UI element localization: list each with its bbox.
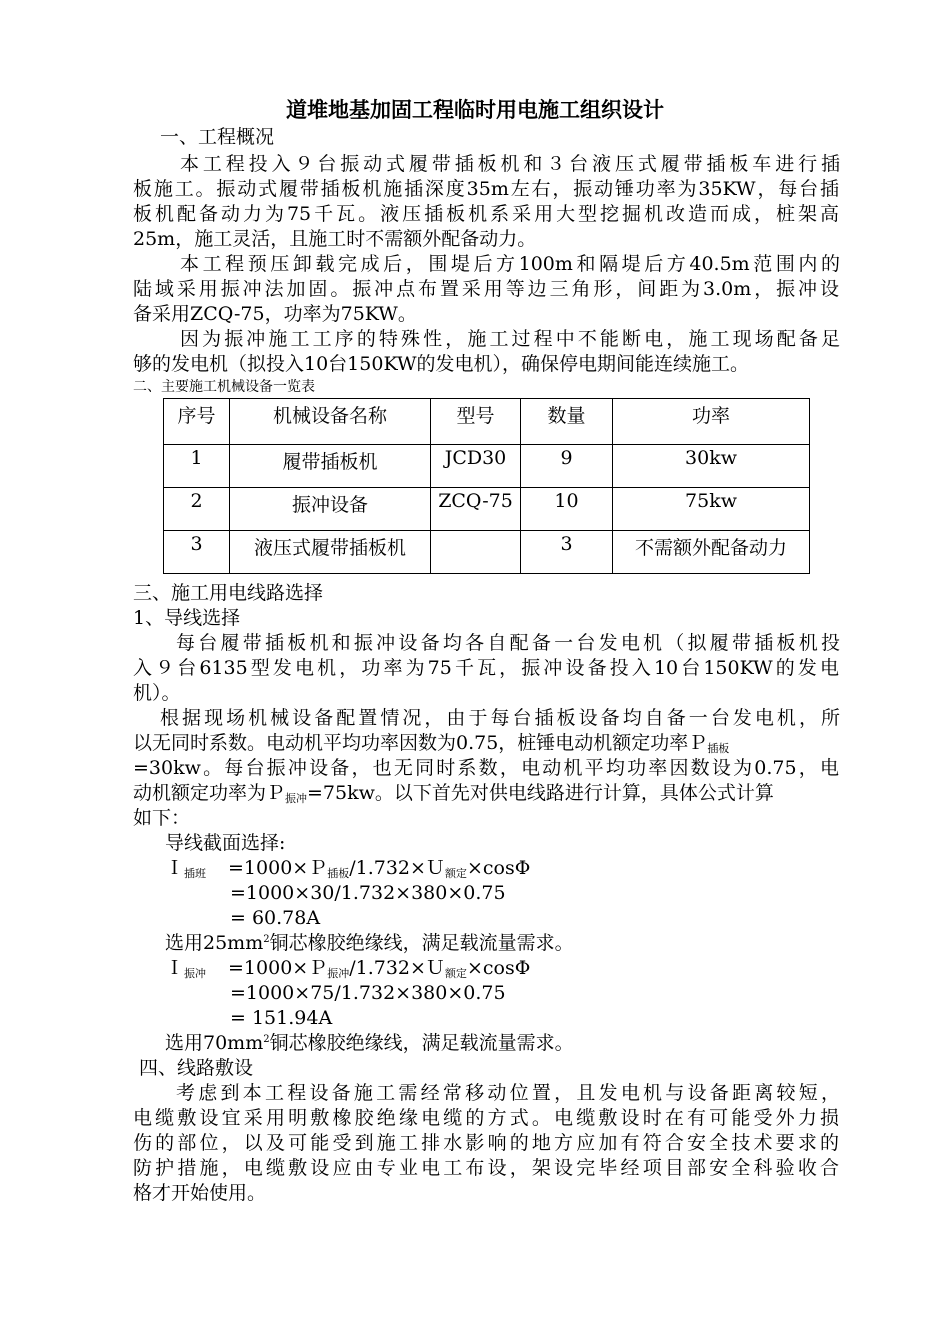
superscript: 2: [263, 934, 270, 945]
table-cell: 液压式履带插板机: [230, 531, 431, 574]
equipment-table: [163, 398, 810, 574]
table-row: [164, 531, 810, 574]
table-row: [164, 488, 810, 531]
wire-selection-heading: 导线截面选择:: [165, 832, 286, 854]
paragraph-line: 陆域采用振冲法加固。振冲点布置采用等边三角形，间距为3.0m，振冲设: [133, 278, 839, 300]
text-run: /1.732×Ｕ: [349, 857, 445, 879]
text-run: =1000×Ｐ: [228, 957, 328, 979]
paragraph-line: [133, 781, 774, 808]
formula-line: [165, 856, 530, 883]
paragraph-line: 考虑到本工程设备施工需经常移动位置，且发电机与设备距离较短，: [176, 1082, 840, 1104]
table-cell: 2: [164, 488, 230, 531]
formula-line: =1000×30/1.732×380×0.75: [230, 882, 506, 904]
document-title: 道堆地基加固工程临时用电施工组织设计: [286, 98, 664, 122]
table-header-cell: 数量: [521, 399, 613, 445]
table-cell: 振冲设备: [230, 488, 431, 531]
table-cell: 履带插板机: [230, 445, 431, 488]
section-heading-cable-laying: 四、线路敷设: [139, 1057, 254, 1079]
table-row: [164, 445, 810, 488]
paragraph-line: 板机配备动力为75千瓦。液压插板机系采用大型挖掘机改造而成，桩架高: [133, 203, 839, 225]
formula-symbol: Ｉ: [165, 957, 185, 979]
formula-result: = 151.94A: [230, 1007, 333, 1029]
subscript: 额定: [444, 967, 467, 980]
text-run: 选用25mm: [165, 932, 264, 954]
text-run: 选用70mm: [165, 1032, 264, 1054]
paragraph-line: =30kw。每台振冲设备，也无同时系数，电动机平均功率因数设为0.75，电: [133, 757, 839, 779]
text-run: ×cosΦ: [466, 957, 531, 979]
paragraph-line: 本工程预压卸载完成后，围堤后方100m和隔堤后方40.5m范围内的: [180, 253, 840, 275]
text-run: ×cosΦ: [466, 857, 531, 879]
paragraph-line: 够的发电机（拟投入10台150KW的发电机），确保停电期间能连续施工。: [133, 353, 749, 375]
table-cell: 9: [521, 445, 613, 488]
subscript: 插班: [184, 867, 207, 880]
paragraph-line: 25m，施工灵活，且施工时不需额外配备动力。: [133, 228, 537, 250]
text-run: =75kw。以下首先对供电线路进行计算，具体公式计算: [307, 782, 774, 804]
paragraph-line: 电缆敷设宜采用明敷橡胶绝缘电缆的方式。电缆敷设时在有可能受外力损: [133, 1107, 839, 1129]
paragraph-line: 伤的部位，以及可能受到施工排水影响的地方应加有符合安全技术要求的: [133, 1132, 839, 1154]
text-run: =1000×Ｐ: [228, 857, 328, 879]
paragraph-line: 防护措施，电缆敷设应由专业电工布设，架设完毕经项目部安全科验收合: [133, 1157, 839, 1179]
table-cell: JCD30: [431, 445, 521, 488]
table-cell: 不需额外配备动力: [613, 531, 810, 574]
table-header-cell: 型号: [431, 399, 521, 445]
paragraph-line: 如下：: [133, 807, 191, 829]
table-cell: 1: [164, 445, 230, 488]
paragraph-line: 因为振冲施工工序的特殊性，施工过程中不能断电，施工现场配备足: [180, 328, 840, 350]
formula-symbol: Ｉ: [165, 857, 185, 879]
paragraph-line: [165, 931, 574, 959]
table-cell: 75kw: [613, 488, 810, 531]
text-run: /1.732×Ｕ: [349, 957, 445, 979]
subscript: 振冲: [285, 792, 308, 805]
superscript: 2: [263, 1034, 270, 1045]
subsection-heading: 1、导线选择: [133, 607, 241, 629]
text-run: 动机额定功率为Ｐ: [133, 782, 286, 804]
subscript: 振冲: [327, 967, 350, 980]
subscript: 振冲: [184, 967, 207, 980]
table-header-cell: 功率: [613, 399, 810, 445]
formula-line: [165, 956, 530, 983]
section-heading-equipment: 二、主要施工机械设备一览表: [133, 379, 315, 395]
table-header-cell: 序号: [164, 399, 230, 445]
paragraph-line: 机）。: [133, 682, 181, 704]
text-run: 铜芯橡胶绝缘线，满足载流量需求。: [269, 1032, 574, 1054]
paragraph-line: 备采用ZCQ-75，功率为75KW。: [133, 303, 417, 325]
paragraph-line: 入９台6135型发电机，功率为75千瓦，振冲设备投入10台150KW的发电: [133, 657, 839, 679]
text-run: 铜芯橡胶绝缘线，满足载流量需求。: [269, 932, 574, 954]
paragraph-line: [133, 731, 729, 758]
table-cell: ZCQ-75: [431, 488, 521, 531]
table-cell: 30kw: [613, 445, 810, 488]
formula-line: =1000×75/1.732×380×0.75: [230, 982, 506, 1004]
paragraph-line: 根据现场机械设备配置情况，由于每台插板设备均自备一台发电机，所: [160, 707, 840, 729]
formula-result: = 60.78A: [230, 907, 321, 929]
table-cell: 3: [164, 531, 230, 574]
table-cell: 3: [521, 531, 613, 574]
paragraph-line: 格才开始使用。: [133, 1182, 267, 1204]
table-header-row: [164, 399, 810, 445]
paragraph-line: 板施工。振动式履带插板机施插深度35m左右，振动锤功率为35KW，每台插: [133, 178, 839, 200]
section-heading-wiring: 三、施工用电线路选择: [133, 582, 324, 604]
paragraph-line: [165, 1031, 574, 1059]
section-heading-overview: 一、工程概况: [160, 126, 275, 148]
table-header-cell: 机械设备名称: [230, 399, 431, 445]
subscript: 额定: [444, 867, 467, 880]
subscript: 插板: [707, 742, 730, 755]
table-cell: 10: [521, 488, 613, 531]
subscript: 插板: [327, 867, 350, 880]
text-run: 以无同时系数。电动机平均功率因数为0.75，桩锤电动机额定功率Ｐ: [133, 732, 708, 754]
paragraph-line: 本工程投入９台振动式履带插板机和３台液压式履带插板车进行插: [180, 153, 840, 175]
paragraph-line: 每台履带插板机和振冲设备均各自配备一台发电机（拟履带插板机投: [176, 632, 840, 654]
table-cell: [431, 531, 521, 574]
